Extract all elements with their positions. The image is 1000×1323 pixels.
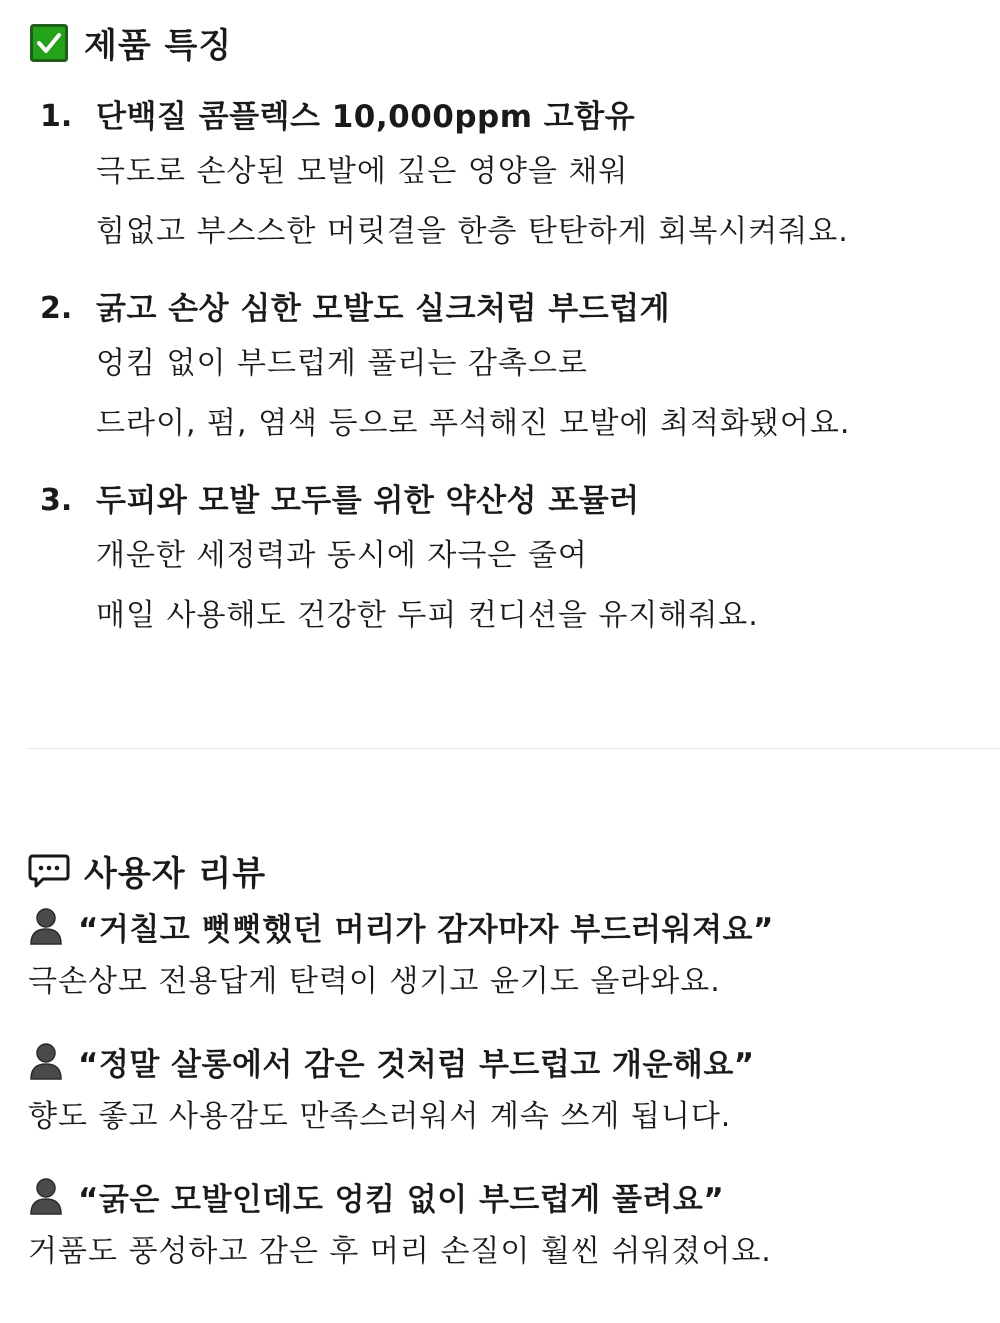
review-header [28,1033,988,1089]
review-item [28,1033,988,1145]
feature-line: 드라이, 펌, 염색 등으로 푸석해진 모발에 최적화됐어요. [96,406,851,441]
review-title: “거칠고 뻣뻣했던 머리가 감자마자 부드러워져요” [78,911,774,948]
review-header [28,1168,988,1224]
features-heading-label: 제품 특징 [84,26,233,66]
feature-line: 엉킴 없이 부드럽게 풀리는 감촉으로 [96,346,588,381]
person-icon [28,1041,64,1081]
feature-line: 매일 사용해도 건강한 두피 컨디션을 유지해줘요. [96,598,759,633]
feature-title: 굵고 손상 심한 모발도 실크처럼 부드럽게 [96,291,671,327]
review-title: “굵은 모발인데도 엉킴 없이 부드럽게 풀려요” [78,1181,725,1218]
feature-line: 개운한 세정력과 동시에 자극은 줄여 [96,538,588,573]
feature-item [40,92,990,262]
reviews-heading-label: 사용자 리뷰 [84,854,267,894]
feature-number: 1. [40,99,73,134]
check-box-icon [30,24,68,62]
review-header [28,898,988,954]
feature-item [40,284,990,454]
feature-list [40,92,990,668]
feature-line: 힘없고 부스스한 머릿결을 한층 탄탄하게 회복시켜줘요. [96,214,849,249]
review-list [28,898,988,1303]
feature-line: 극도로 손상된 모발에 깊은 영양을 채워 [96,154,629,189]
feature-item [40,476,990,646]
features-heading [30,18,232,67]
feature-number: 2. [40,291,73,326]
review-body: 거품도 풍성하고 감은 후 머리 손질이 훨씬 쉬워졌어요. [28,1234,772,1269]
feature-number: 3. [40,483,73,518]
review-title: “정말 살롱에서 감은 것처럼 부드럽고 개운해요” [78,1046,755,1083]
section-divider [26,748,1000,749]
speech-bubble-icon [28,853,70,889]
person-icon [28,1176,64,1216]
review-body: 향도 좋고 사용감도 만족스러워서 계속 쓰게 됩니다. [28,1099,732,1134]
review-item [28,1168,988,1280]
feature-title: 단백질 콤플렉스 10,000ppm 고함유 [96,99,636,135]
feature-title: 두피와 모발 모두를 위한 약산성 포뮬러 [96,483,640,519]
person-icon [28,906,64,946]
review-body: 극손상모 전용답게 탄력이 생기고 윤기도 올라와요. [28,964,721,999]
review-item [28,898,988,1010]
reviews-heading [28,846,266,895]
